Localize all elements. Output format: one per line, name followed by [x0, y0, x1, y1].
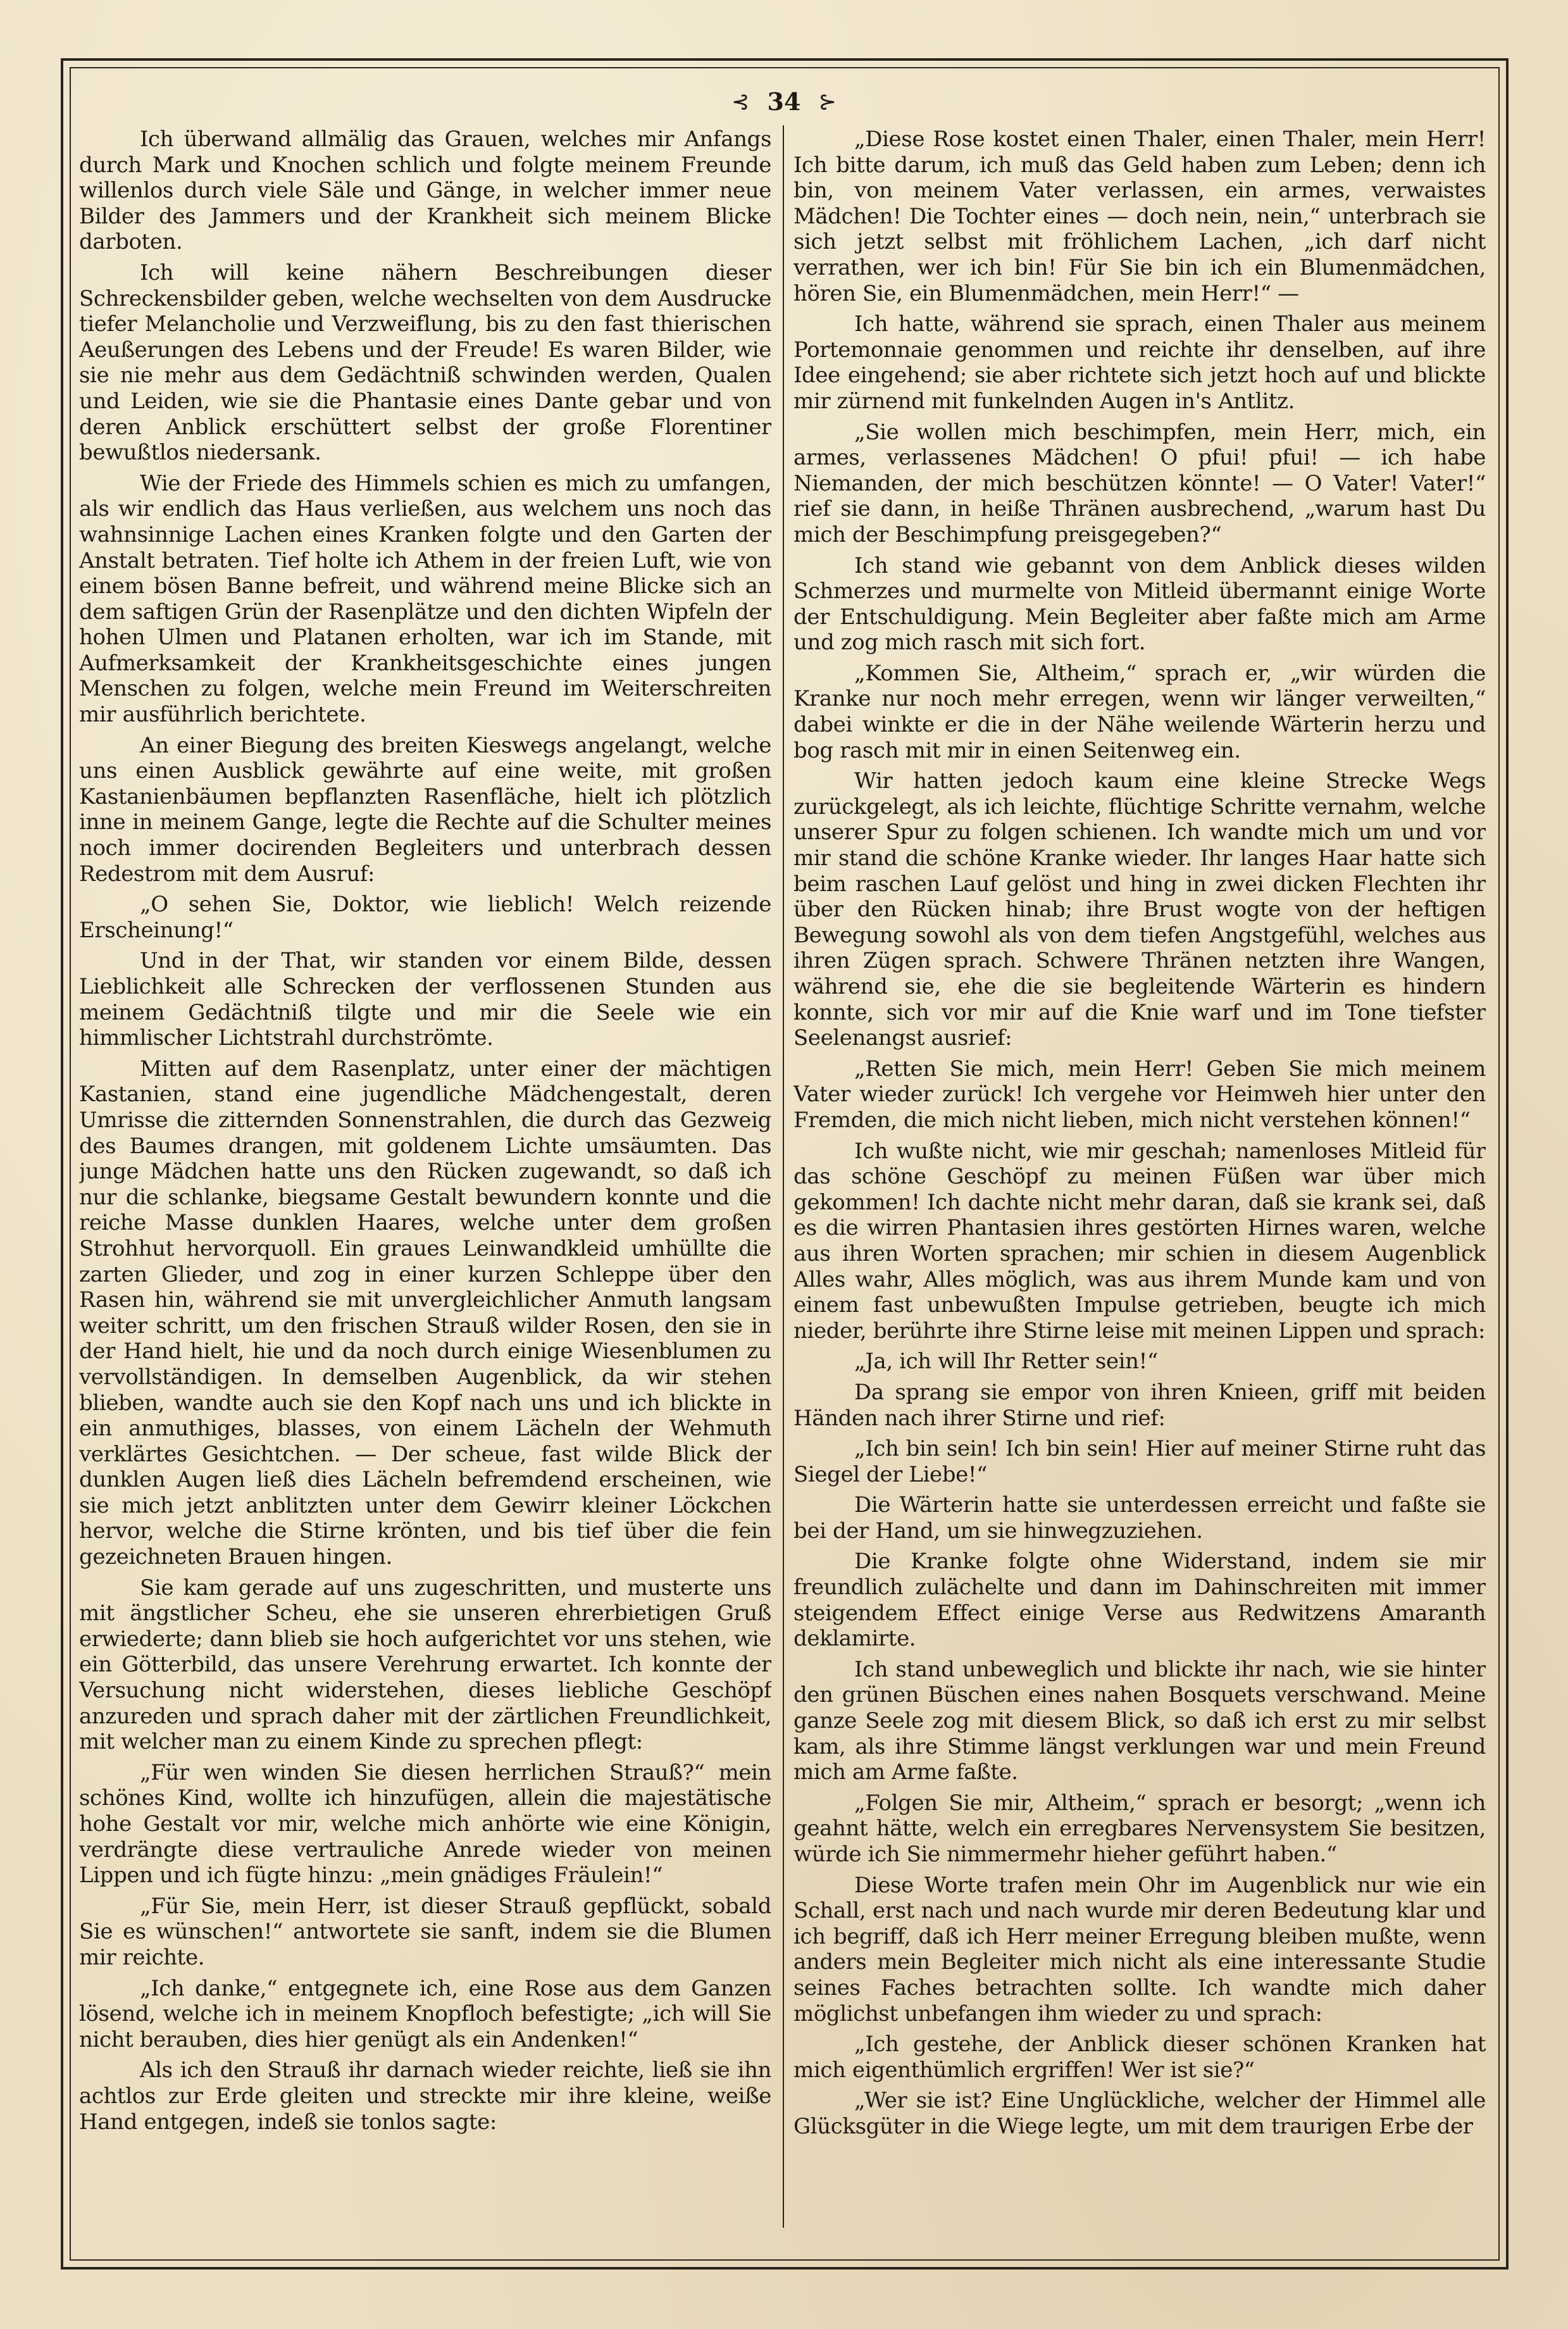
right-column: [793, 127, 1486, 2226]
paragraph: „Retten Sie mich, mein Herr! Geben Sie mich meinem Vater wieder zurück! Ich vergehe vor Heimweh hier unter den Fremden, die mich nicht lieben, mich nicht verstehen können!“: [793, 1056, 1486, 1133]
ornament-right-icon: ⊱: [818, 89, 837, 115]
paragraph: Die Wärterin hatte sie unterdessen erreicht und faßte sie bei der Hand, um sie hinwegzuziehen.: [793, 1492, 1486, 1544]
paragraph: „Folgen Sie mir, Altheim,“ sprach er besorgt; „wenn ich geahnt hätte, welch ein erregbares Nervensystem Sie besitzen, würde ich Sie nimmermehr hieher geführt haben.“: [793, 1790, 1486, 1867]
paragraph: Die Kranke folgte ohne Widerstand, indem sie mir freundlich zulächelte und dann im Dahinschreiten mit immer steigendem Effect einige Verse aus Redwitzens Amaranth deklamirte.: [793, 1549, 1486, 1652]
paragraph: „Ich gestehe, der Anblick dieser schönen Kranken hat mich eigenthümlich ergriffen! Wer ist sie?“: [793, 2032, 1486, 2083]
paragraph: Ich wußte nicht, wie mir geschah; namenloses Mitleid für das schöne Geschöpf zu meinen Füßen war über mich gekommen! Ich dachte nicht mehr daran, daß sie krank sei, daß es die wirren Phantasien ihres gestörten Hirnes waren, welche aus ihren Worten sprachen; mir schien in diesem Augenblick Alles wahr, Alles möglich, was aus ihrem Munde kam und von einem fast unbewußten Impulse getrieben, beugte ich mich nieder, berührte ihre Stirne leise mit meinen Lippen und sprach:: [793, 1138, 1486, 1344]
paragraph: Diese Worte trafen mein Ohr im Augenblick nur wie ein Schall, erst nach und nach wurde mir deren Bedeutung klar und ich begriff, daß ich Herr meiner Erregung bleiben mußte, wenn anders mein Begleiter mich nicht als eine interessante Studie seines Faches betrachten sollte. Ich wandte mich daher möglichst unbefangen ihm wieder zu und sprach:: [793, 1872, 1486, 2026]
paragraph: Ich stand unbeweglich und blickte ihr nach, wie sie hinter den grünen Büschen eines nahen Bosquets verschwand. Meine ganze Seele zog mit diesem Blick, so daß ich erst zu mir selbst kam, als ihre Stimme längst verklungen war und mein Freund mich am Arme faßte.: [793, 1656, 1486, 1785]
paragraph: Ich überwand allmälig das Grauen, welches mir Anfangs durch Mark und Knochen schlich und folgte meinem Freunde willenlos durch viele Säle und Gänge, in welcher immer neue Bilder des Jammers und der Krankheit sich meinem Blicke darboten.: [79, 127, 771, 255]
paragraph: Sie kam gerade auf uns zugeschritten, und musterte uns mit ängstlicher Scheu, ehe sie unseren ehrerbietigen Gruß erwiederte; dann blieb sie hoch aufgerichtet vor uns stehen, wie ein Götterbild, das unsere Verehrung erwartet. Ich konnte der Versuchung nicht widerstehen, dieses liebliche Geschöpf anzureden und sprach daher mit der zärtlichen Freundlichkeit, mit welcher man zu einem Kinde zu sprechen pflegt:: [79, 1575, 771, 1755]
column-divider: [783, 125, 784, 2228]
paragraph: „Kommen Sie, Altheim,“ sprach er, „wir würden die Kranke nur noch mehr erregen, wenn wir länger verweilten,“ dabei winkte er die in der Nähe weilende Wärterin herzu und bog rasch mit mir in einen Seitenweg ein.: [793, 660, 1486, 763]
paragraph: „Ja, ich will Ihr Retter sein!“: [854, 1349, 1158, 1375]
page-number: 34: [767, 87, 801, 116]
paragraph: An einer Biegung des breiten Kieswegs angelangt, welche uns einen Ausblick gewährte auf eine weite, mit großen Kastanienbäumen bepflanzten Rasenfläche, hielt ich plötzlich inne in meinem Gange, legte die Rechte auf die Schulter meines noch immer docirenden Begleiters und unterbrach dessen Redestrom mit dem Ausruf:: [79, 732, 771, 887]
paragraph: „Sie wollen mich beschimpfen, mein Herr, mich, ein armes, verlassenes Mädchen! O pfui! pfui! — ich habe Niemanden, der mich beschützen könnte! — O Vater! Vater!“ rief sie dann, in heiße Thränen ausbrechend, „warum hast Du mich der Beschimpfung preisgegeben?“: [793, 419, 1486, 547]
paragraph: „Ich bin sein! Ich bin sein! Hier auf meiner Stirne ruht das Siegel der Liebe!“: [793, 1436, 1486, 1487]
paragraph: Als ich den Strauß ihr darnach wieder reichte, ließ sie ihn achtlos zur Erde gleiten und streckte mir ihre kleine, weiße Hand entgegen, indeß sie tonlos sagte:: [79, 2057, 771, 2135]
paragraph: „O sehen Sie, Doktor, wie lieblich! Welch reizende Erscheinung!“: [79, 892, 771, 943]
paragraph: „Diese Rose kostet einen Thaler, einen Thaler, mein Herr! Ich bitte darum, ich muß das Geld haben zum Leben; denn ich bin, von meinem Vater verlassen, ein armes, verwaistes Mädchen! Die Tochter eines — doch nein, nein,“ unterbrach sie sich jetzt selbst mit fröhlichem Lachen, „ich darf nicht verrathen, wer ich bin! Für Sie bin ich ein Blumenmädchen, hören Sie, ein Blumenmädchen, mein Herr!“ —: [793, 127, 1486, 306]
paragraph: Wir hatten jedoch kaum eine kleine Strecke Wegs zurückgelegt, als ich leichte, flüchtige Schritte vernahm, welche unserer Spur zu folgen schienen. Ich wandte mich um und vor mir stand die schöne Kranke wieder. Ihr langes Haar hatte sich beim raschen Lauf gelöst und hing in zwei dicken Flechten ihr über den Rücken hinab; ihre Brust wogte von der heftigen Bewegung sowohl als von dem tiefen Angstgefühl, welches aus ihren Zügen sprach. Schwere Thränen netzten ihre Wangen, während sie, ehe die sie begleitende Wärterin es hindern konnte, sich vor mir auf die Knie warf und im Tone tiefster Seelenangst ausrief:: [793, 768, 1486, 1051]
paragraph: Ich hatte, während sie sprach, einen Thaler aus meinem Portemonnaie genommen und reichte ihr denselben, auf ihre Idee eingehend; sie aber richtete sich jetzt hoch auf und blickte mir zürnend mit funkelnden Augen in's Antlitz.: [793, 311, 1486, 414]
paragraph: Wie der Friede des Himmels schien es mich zu umfangen, als wir endlich das Haus verließen, aus welchem uns noch das wahnsinnige Lachen eines Kranken folgte und den Garten der Anstalt betraten. Tief holte ich Athem in der freien Luft, wie von einem bösen Banne befreit, und während meine Blicke sich an dem saftigen Grün der Rasenplätze und den dichten Wipfeln der hohen Ulmen und Platanen erholten, war ich im Stande, mit Aufmerksamkeit der Krankheitsgeschichte eines jungen Menschen zu folgen, welche mein Freund im Weiterschreiten mir ausführlich berichtete.: [79, 470, 771, 728]
paragraph: „Für wen winden Sie diesen herrlichen Strauß?“ mein schönes Kind, wollte ich hinzufügen, allein die majestätische hohe Gestalt vor mir, welche mich anhörte wie eine Königin, verdrängte diese vertrauliche Anrede wieder von meinen Lippen und ich fügte hinzu: „mein gnädiges Fräulein!“: [79, 1759, 771, 1889]
ornament-left-icon: ⊰: [731, 89, 750, 115]
paragraph: „Für Sie, mein Herr, ist dieser Strauß gepflückt, sobald Sie es wünschen!“ antwortete sie sanft, indem sie die Blumen mir reichte.: [79, 1893, 771, 1970]
paragraph: Ich will keine nähern Beschreibungen dieser Schreckensbilder geben, welche wechselten von dem Ausdrucke tiefer Melancholie und Verzweiflung, bis zu den fast thierischen Aeußerungen des Lebens und der Freude! Es waren Bilder, wie sie nie mehr aus dem Gedächtniß schwinden werden, Qualen und Leiden, wie sie die Phantasie eines Dante gebar und von deren Anblick erschüttert selbst der große Florentiner bewußtlos niedersank.: [79, 259, 771, 466]
paragraph: Mitten auf dem Rasenplatz, unter einer der mächtigen Kastanien, stand eine jugendliche Mädchengestalt, deren Umrisse die zitternden Sonnenstrahlen, die durch das Gezweig des Baumes drangen, mit goldenem Lichte umsäumten. Das junge Mädchen hatte uns den Rücken zugewandt, so daß ich nur die schlanke, biegsame Gestalt bewundern konnte und die reiche Masse dunklen Haares, welche unter dem großen Strohhut hervorquoll. Ein graues Leinwandkleid umhüllte die zarten Glieder, und zog in einer kurzen Schleppe über den Rasen hin, während sie mit unvergleichlicher Anmuth langsam weiter schritt, um den frischen Strauß wilder Rosen, den sie in der Hand hielt, hie und da noch durch einige Wiesenblumen zu vervollständigen. In demselben Augenblick, da wir stehen blieben, wandte auch sie den Kopf nach uns und ich blickte in ein anmuthiges, blasses, von einem Lächeln der Wehmuth verklärtes Gesichtchen. — Der scheue, fast wilde Blick der dunklen Augen ließ dies Lächeln befremdend erscheinen, wie sie mich jetzt anblitzten unter dem Gewirr kleiner Löckchen hervor, welche die Stirne krönten, und bis tief über die fein gezeichneten Brauen hingen.: [79, 1056, 771, 1570]
paragraph: „Ich danke,“ entgegnete ich, eine Rose aus dem Ganzen lösend, welche ich in meinem Knopfloch befestigte; „ich will Sie nicht berauben, dies hier genügt als ein Andenken!“: [79, 1975, 771, 2052]
left-column: [79, 127, 771, 2226]
paragraph: Und in der That, wir standen vor einem Bilde, dessen Lieblichkeit alle Schrecken der verflossenen Stunden aus meinem Gedächtniß tilgte und mir die Seele wie ein himmlischer Lichtstrahl durchströmte.: [79, 948, 771, 1051]
page-header: [0, 77, 1568, 122]
paragraph: Da sprang sie empor von ihren Knieen, griff mit beiden Händen nach ihrer Stirne und rief:: [793, 1379, 1486, 1431]
paragraph: Ich stand wie gebannt von dem Anblick dieses wilden Schmerzes und murmelte von Mitleid übermannt einige Worte der Entschuldigung. Mein Begleiter aber faßte mich am Arme und zog mich rasch mit sich fort.: [793, 553, 1486, 656]
paragraph: „Wer sie ist? Eine Unglückliche, welcher der Himmel alle Glücksgüter in die Wiege legte, um mit dem traurigen Erbe der: [793, 2088, 1486, 2139]
